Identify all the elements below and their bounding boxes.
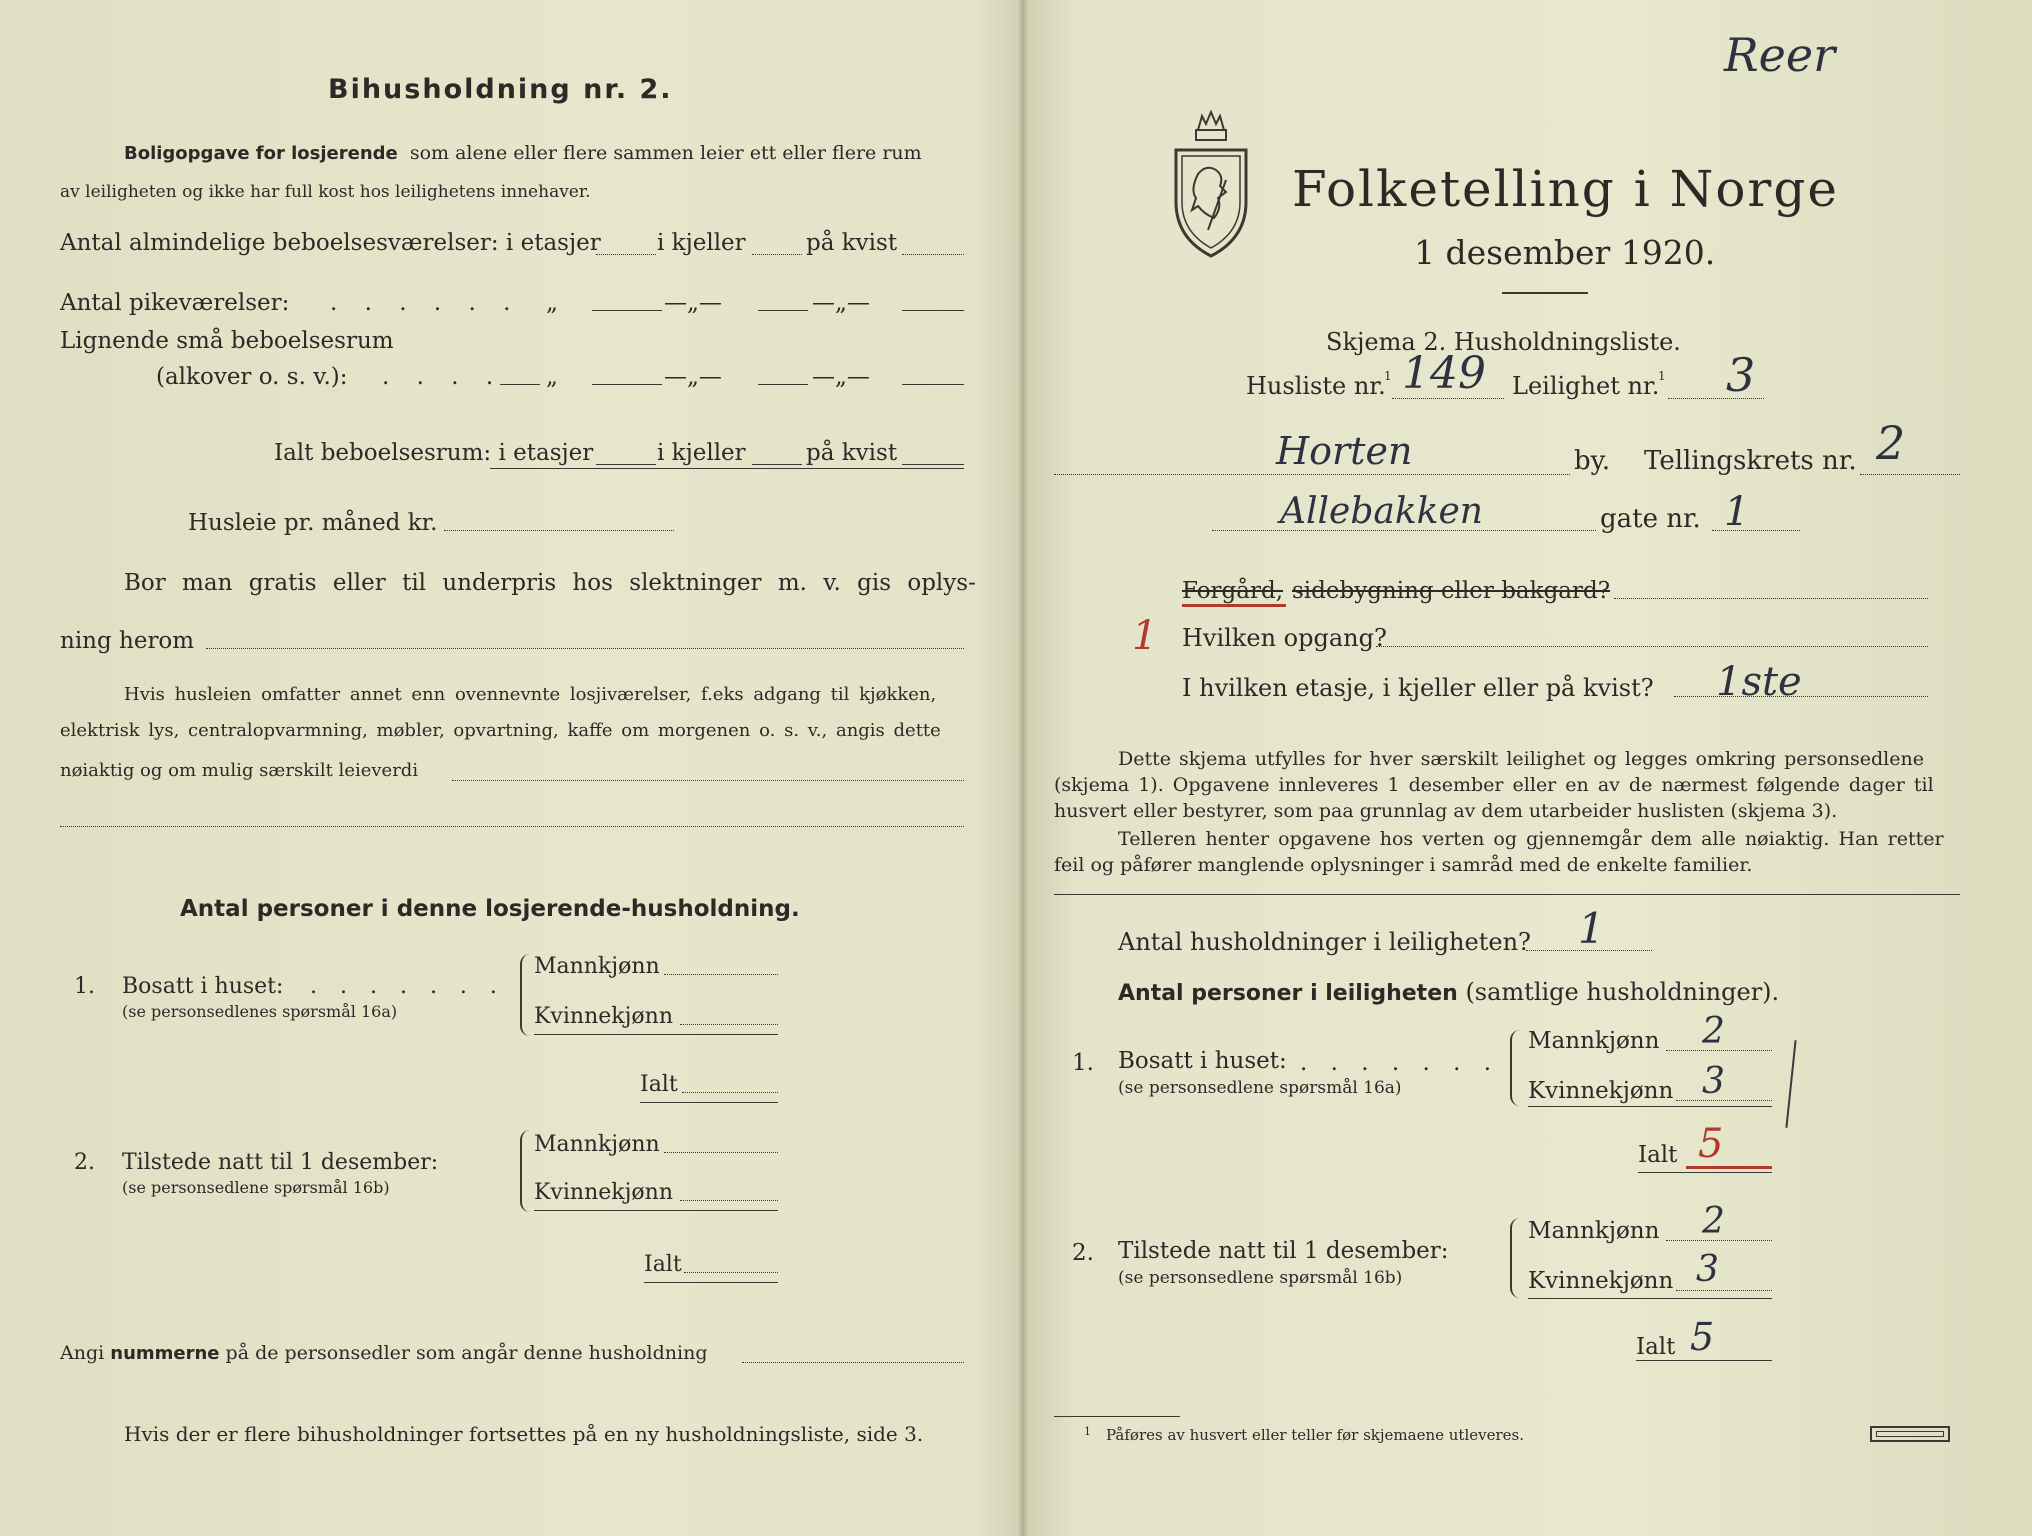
left-q1-mann-field[interactable] [664,974,778,975]
angi-line [60,1344,707,1363]
alkover-ditto-2: —„— [664,364,722,390]
leilighet-label: Leilighet nr. [1512,372,1660,400]
right-q2-kvinne-field [1676,1290,1772,1291]
ialt-kjeller-field[interactable] [752,464,802,465]
left-q2-ialt: Ialt [644,1252,682,1277]
tellingskrets-label: Tellingskrets nr. [1644,446,1857,476]
left-q1-leader: . . . . . . . [310,974,505,999]
printer-stamp-icon [1870,1426,1950,1442]
right-q1-leader: . . . . . . . [1300,1050,1500,1076]
alkover-kvist-field[interactable] [902,384,964,385]
left-title: Bihusholdning nr. 2. [328,74,673,105]
gate-label: gate nr. [1600,504,1701,534]
right-q1-ialt: Ialt [1638,1142,1678,1168]
right-q1-mann-value[interactable]: 2 [1702,1011,1725,1052]
right-q2-ialt: Ialt [1636,1334,1676,1360]
right-q2-brace [1510,1218,1522,1298]
right-q2-mann-field [1666,1240,1772,1241]
gratis-line2: ning herom [60,628,195,654]
ialt-underline [490,468,964,469]
left-q2-mann-field[interactable] [664,1152,778,1153]
coat-of-arms-icon [1168,110,1254,258]
pike-ditto-2: —„— [664,290,722,316]
gratis-line1: Bor man gratis eller til underpris hos slektninger m. v. gis oplys- [124,570,976,596]
footnote-rule [1054,1416,1180,1417]
husholdninger-field [1526,950,1652,951]
persons-bold: Antal personer i leiligheten [1118,981,1458,1006]
right-q2-kvinne: Kvinnekjønn [1528,1268,1674,1294]
left-footer: Hvis der er flere bihusholdninger fortsettes på en ny husholdningsliste, side 3. [124,1422,924,1446]
left-q2-kvinne: Kvinnekjønn [534,1180,673,1205]
ialt-red-underline [1686,1166,1772,1169]
husliste-label: Husliste nr. [1246,372,1386,400]
right-q1-kvinne: Kvinnekjønn [1528,1078,1674,1104]
left-q2-brace [520,1130,532,1212]
forgard-red-underline [1182,604,1286,607]
opgang-label: Hvilken opgang? [1182,624,1387,652]
footnote: Påføres av husvert eller teller før skjemaene utleveres. [1106,1426,1524,1444]
right-q2-kvinne-value[interactable]: 3 [1696,1249,1719,1290]
left-q1-sub: (se personsedlenes spørsmål 16a) [122,1002,398,1021]
right-date: 1 desember 1920. [1414,233,1716,272]
left-persons-heading: Antal personer i denne losjerende-husholdning. [180,896,800,922]
right-q1-num: 1. [1072,1050,1094,1076]
right-q1-sub: (se personsedlene spørsmål 16a) [1118,1078,1402,1098]
ialt-rooms-label: Ialt beboelsesrum: i etasjer [274,440,594,466]
left-intro [124,144,922,163]
pike-kjeller-field[interactable] [758,310,808,311]
instr-line4: Telleren henter opgavene hos verten og gjennemgår dem alle nøiaktig. Han retter [1118,828,1944,850]
left-q1-sum-line [534,1034,778,1035]
pike-ditto: „ [546,290,558,316]
footnote-mark: 1 [1084,1425,1091,1438]
angi-rest: på de personsedler som angår denne husholdning [225,1342,708,1364]
husliste-field [1392,398,1504,399]
angi-bold: nummerne [110,1343,220,1364]
left-q1-kvinne: Kvinnekjønn [534,1004,673,1029]
husholdninger-value[interactable]: 1 [1578,904,1605,953]
tellingskrets-field [1860,474,1960,475]
left-q1-mann: Mannkjønn [534,954,660,979]
skjema-label: Skjema 2. Husholdningsliste. [1326,328,1681,356]
right-q2-ialt-underline [1636,1360,1772,1361]
husliste-footnote-mark: 1 [1384,369,1392,383]
right-q2-ialt-value[interactable]: 5 [1690,1315,1715,1359]
note-line2: elektrisk lys, centralopvarmning, møbler, opvartning, kaffe om morgenen o. s. v., angis dette [60,720,941,741]
alkover-ditto: „ [546,364,558,390]
left-q2-mann: Mannkjønn [534,1132,660,1157]
intro-bold: Boligopgave for losjerende [124,143,398,164]
right-persons-heading [1118,980,1779,1005]
right-q2-mann: Mannkjønn [1528,1218,1660,1244]
right-q1-sum-line [1528,1106,1772,1107]
right-q1-kvinne-value[interactable]: 3 [1702,1061,1725,1102]
right-title: Folketelling i Norge [1292,160,1839,218]
alkover-lead-line [500,384,540,385]
right-q1-ialt-value[interactable]: 5 [1698,1121,1724,1167]
lignende-label: Lignende små beboelsesrum [60,328,394,354]
page-fold [1018,0,1028,1536]
alkover-label: (alkover o. s. v.): [156,364,348,390]
left-q1-num: 1. [74,974,95,999]
angi-pre: Angi [60,1342,105,1364]
ialt-kvist-field[interactable] [902,464,964,465]
rooms-etasjer-field[interactable] [596,254,656,255]
alkover-kjeller-field[interactable] [758,384,808,385]
pike-kvist-field[interactable] [902,310,964,311]
by-label: by. [1574,446,1611,476]
leieverdi-field-2[interactable] [60,826,964,827]
left-q1-ialt-underline [640,1102,778,1103]
right-q1-brace [1510,1030,1522,1106]
right-q2-num: 2. [1072,1240,1094,1266]
left-q2-ialt-underline [644,1282,778,1283]
note-line1: Hvis husleien omfatter annet enn ovennevnte losjiværelser, f.eks adgang til kjøkken, [124,684,937,705]
right-q1-mann-field [1666,1050,1772,1051]
etasje-field [1674,696,1928,697]
left-q2-kvinne-field[interactable] [680,1200,778,1201]
ialt-etasjer-field[interactable] [596,464,656,465]
instr-line2: (skjema 1). Opgavene innleveres 1 desember eller en av de nærmest følgende dager til [1054,774,1934,796]
bygning-field[interactable] [1614,598,1928,599]
pike-leader: . . . . . . [330,290,521,316]
alkover-ditto-3: —„— [812,364,870,390]
left-q2-sum-line [534,1210,778,1211]
date-rule [1502,292,1588,294]
by-field [1054,474,1570,475]
left-q1-kvinne-field[interactable] [680,1024,778,1025]
opgang-mark: 1 [1132,613,1158,659]
right-q1-mann: Mannkjønn [1528,1028,1660,1054]
gratis-field[interactable] [206,648,964,649]
ialt-kvist: på kvist [806,440,898,466]
leilighet-field [1668,398,1764,399]
note-line3: nøiaktig og om mulig særskilt leieverdi [60,760,419,781]
pike-label: Antal pikeværelser: [60,290,290,316]
forgard-label: Forgård, [1182,578,1284,604]
instr-line5: feil og påfører manglende oplysninger i samråd med de enkelte familier. [1054,854,1753,876]
gate-value[interactable]: Allebakken [1280,491,1483,532]
gate-nr-field [1712,530,1800,531]
leieverdi-field[interactable] [452,780,964,781]
persons-rest: (samtlige husholdninger). [1465,978,1780,1006]
alkover-leader: . . . . [382,364,504,390]
checker-tick [1785,1040,1796,1128]
instr-line1: Dette skjema utfylles for hver særskilt leilighet og legges omkring personsedlene [1118,748,1924,770]
husholdninger-label: Antal husholdninger i leiligheten? [1118,928,1531,956]
husleie-field[interactable] [444,530,674,531]
intro-rest: som alene eller flere sammen leier ett eller flere rum [409,142,922,164]
left-q1-label: Bosatt i huset: [122,974,284,999]
rooms-kvist: på kvist [806,230,898,256]
alkover-etasjer-field[interactable] [592,384,662,385]
gate-nr-value[interactable]: 1 [1724,489,1750,535]
right-q2-sub: (se personsedlene spørsmål 16b) [1118,1268,1403,1288]
instructions-rule [1054,894,1960,895]
opgang-field[interactable] [1376,646,1928,647]
rooms-label: Antal almindelige beboelsesværelser: i etasjer [60,230,601,256]
intro-line2: av leiligheten og ikke har full kost hos leilighetens innehaver. [60,182,591,202]
rooms-kjeller: i kjeller [657,230,746,256]
husliste-value[interactable]: 149 [1402,348,1486,399]
left-q2-label: Tilstede natt til 1 desember: [122,1150,439,1175]
leilighet-value[interactable]: 3 [1726,348,1756,402]
right-q1-kvinne-field [1676,1100,1772,1101]
right-q2-mann-value[interactable]: 2 [1702,1201,1725,1242]
right-q2-sum-line [1528,1298,1772,1299]
etasje-label: I hvilken etasje, i kjeller eller på kvist? [1182,674,1654,702]
left-q1-ialt: Ialt [640,1072,678,1097]
left-q2-sub: (se personsedlene spørsmål 16b) [122,1178,390,1197]
sidebygning-label: sidebygning eller bakgard? [1292,578,1611,604]
ialt-kjeller: i kjeller [657,440,746,466]
etasje-value[interactable]: 1ste [1716,659,1802,705]
leilighet-footnote-mark: 1 [1658,369,1666,383]
angi-field[interactable] [742,1362,964,1363]
pike-ditto-3: —„— [812,290,870,316]
husleie-label: Husleie pr. måned kr. [188,510,438,536]
left-q2-ialt-field[interactable] [684,1272,778,1273]
right-q1-ialt-underline [1638,1172,1772,1173]
right-q2-label: Tilstede natt til 1 desember: [1118,1238,1449,1264]
left-q1-ialt-field[interactable] [682,1092,778,1093]
instr-line3: husvert eller bestyrer, som paa grunnlag av dem utarbeider huslisten (skjema 3). [1054,800,1838,822]
right-q1-label: Bosatt i huset: [1118,1048,1287,1074]
gate-field [1212,530,1596,531]
by-value[interactable]: Horten [1276,429,1413,473]
left-q2-num: 2. [74,1150,95,1175]
pike-etasjer-field[interactable] [592,310,662,311]
corner-note: Reer [1724,28,1836,82]
left-q1-brace [520,954,532,1036]
tellingskrets-value[interactable]: 2 [1876,416,1906,470]
rooms-kvist-field[interactable] [902,254,964,255]
rooms-kjeller-field[interactable] [752,254,802,255]
